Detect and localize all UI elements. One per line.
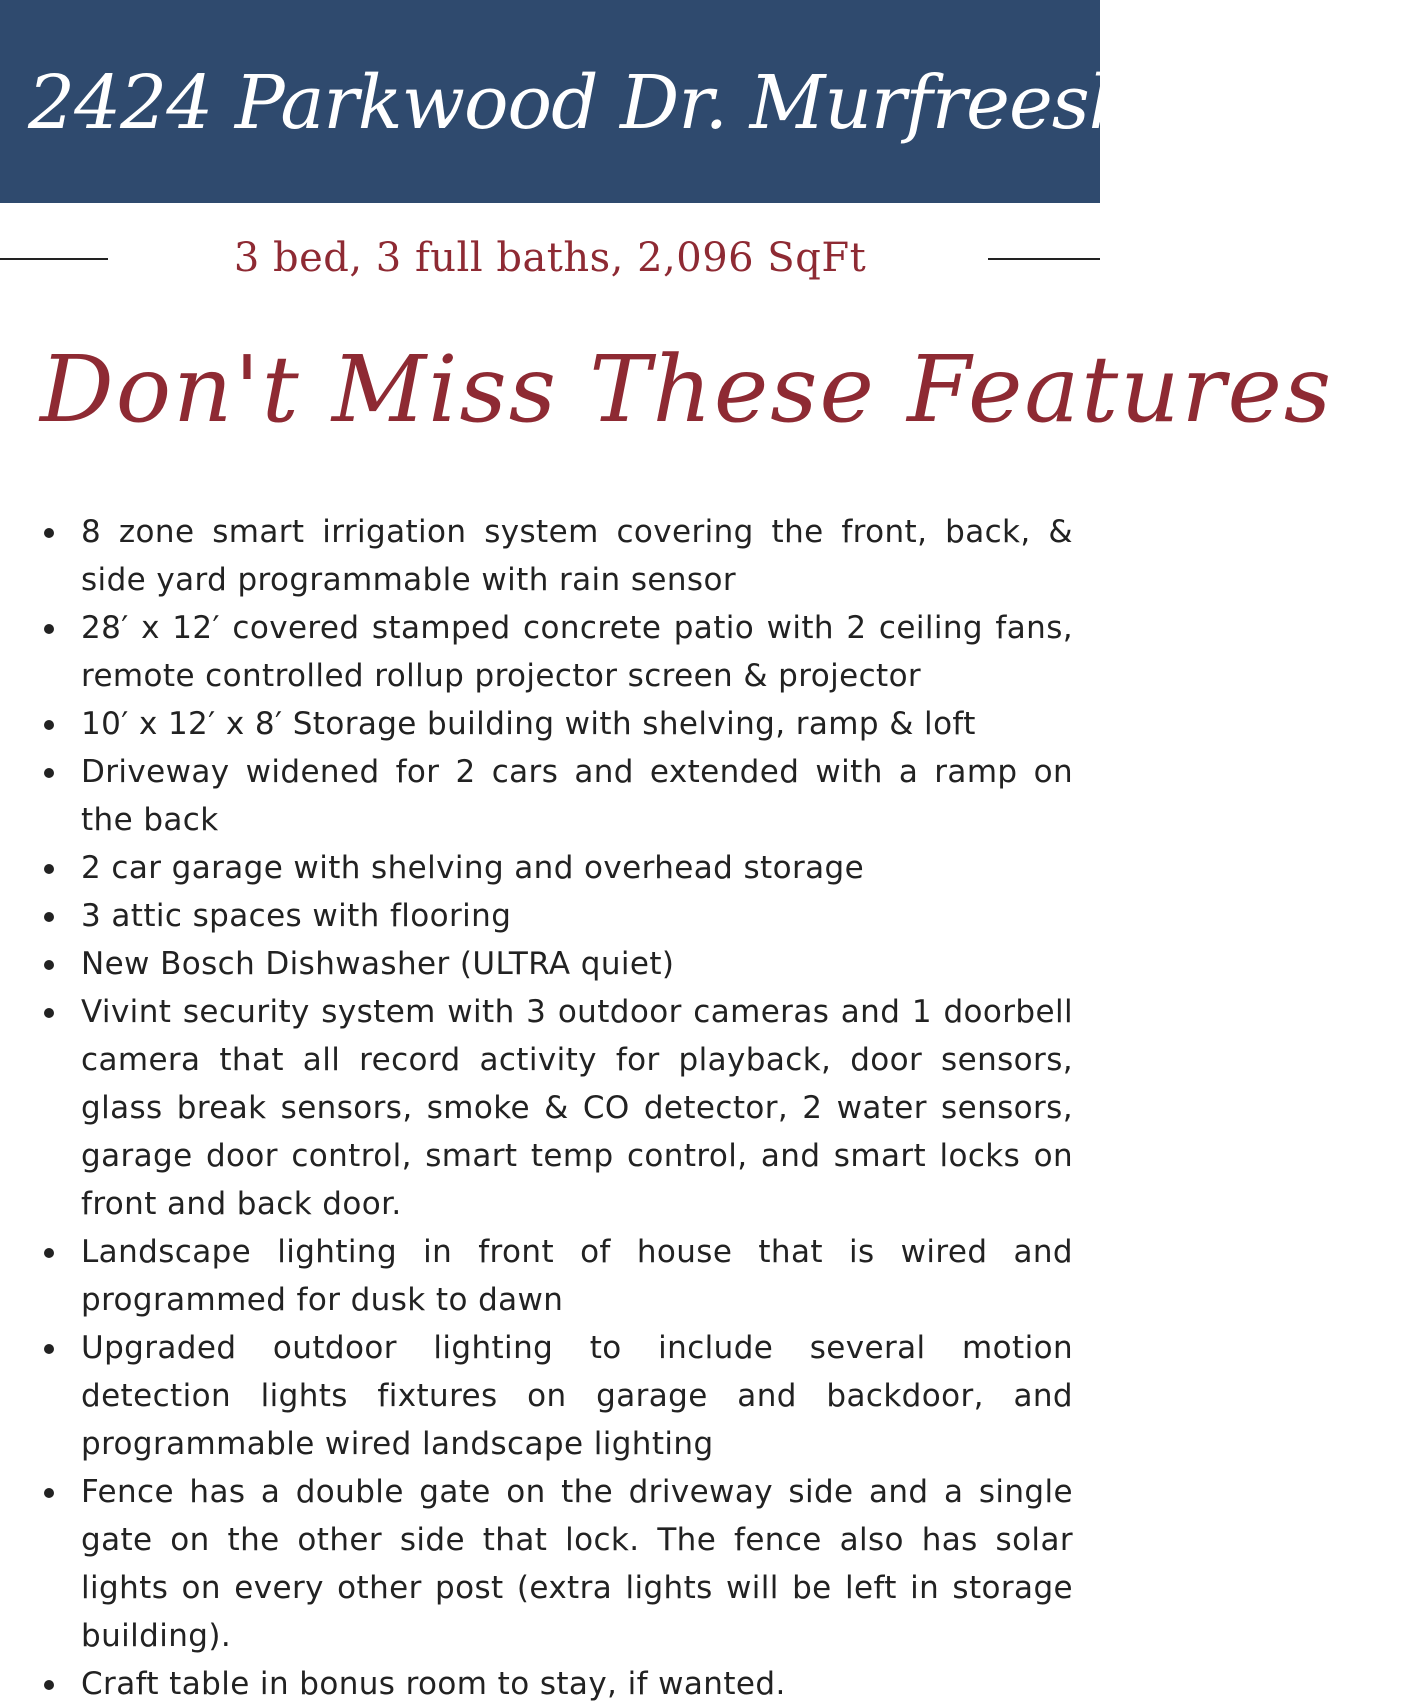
feature-item: Landscape lighting in front of house that is wired and programmed for dusk to dawn bbox=[40, 1228, 1073, 1324]
feature-item: 3 attic spaces with flooring bbox=[40, 892, 1073, 940]
property-specs: 3 bed, 3 full baths, 2,096 SqFt bbox=[233, 235, 867, 281]
divider-right bbox=[988, 258, 1100, 260]
feature-item: 8 zone smart irrigation system covering the front, back, & side yard programmable with rain sensor bbox=[40, 508, 1073, 604]
feature-item: 28′ x 12′ covered stamped concrete patio with 2 ceiling fans, remote controlled rollup projector screen & projector bbox=[40, 604, 1073, 700]
feature-item: Craft table in bonus room to stay, if wanted. bbox=[40, 1660, 1073, 1708]
feature-item: Upgraded outdoor lighting to include several motion detection lights fixtures on garage and backdoor, and programmable wired landscape lighting bbox=[40, 1324, 1073, 1468]
header-band bbox=[0, 0, 1414, 203]
feature-item: Fence has a double gate on the driveway side and a single gate on the other side that lock. The fence also has solar lights on every other post (extra lights will be left in storage building). bbox=[40, 1468, 1073, 1660]
subtitle-row bbox=[0, 228, 1100, 288]
address-title: 2424 Parkwood Dr. Murfreesboro, TN bbox=[28, 60, 1414, 146]
feature-item: Vivint security system with 3 outdoor cameras and 1 doorbell camera that all record activity for playback, door sensors, glass break sensors, smoke & CO detector, 2 water sensors, garage door control, smart temp control, and smart locks on front and back door. bbox=[40, 988, 1073, 1228]
divider-left bbox=[0, 258, 108, 260]
feature-item: 2 car garage with shelving and overhead storage bbox=[40, 844, 1073, 892]
feature-list bbox=[40, 508, 1073, 1708]
feature-item: Driveway widened for 2 cars and extended with a ramp on the back bbox=[40, 748, 1073, 844]
feature-item: New Bosch Dishwasher (ULTRA quiet) bbox=[40, 940, 1073, 988]
feature-item: 10′ x 12′ x 8′ Storage building with shelving, ramp & loft bbox=[40, 700, 1073, 748]
features-heading: Don't Miss These Features bbox=[40, 336, 1334, 443]
